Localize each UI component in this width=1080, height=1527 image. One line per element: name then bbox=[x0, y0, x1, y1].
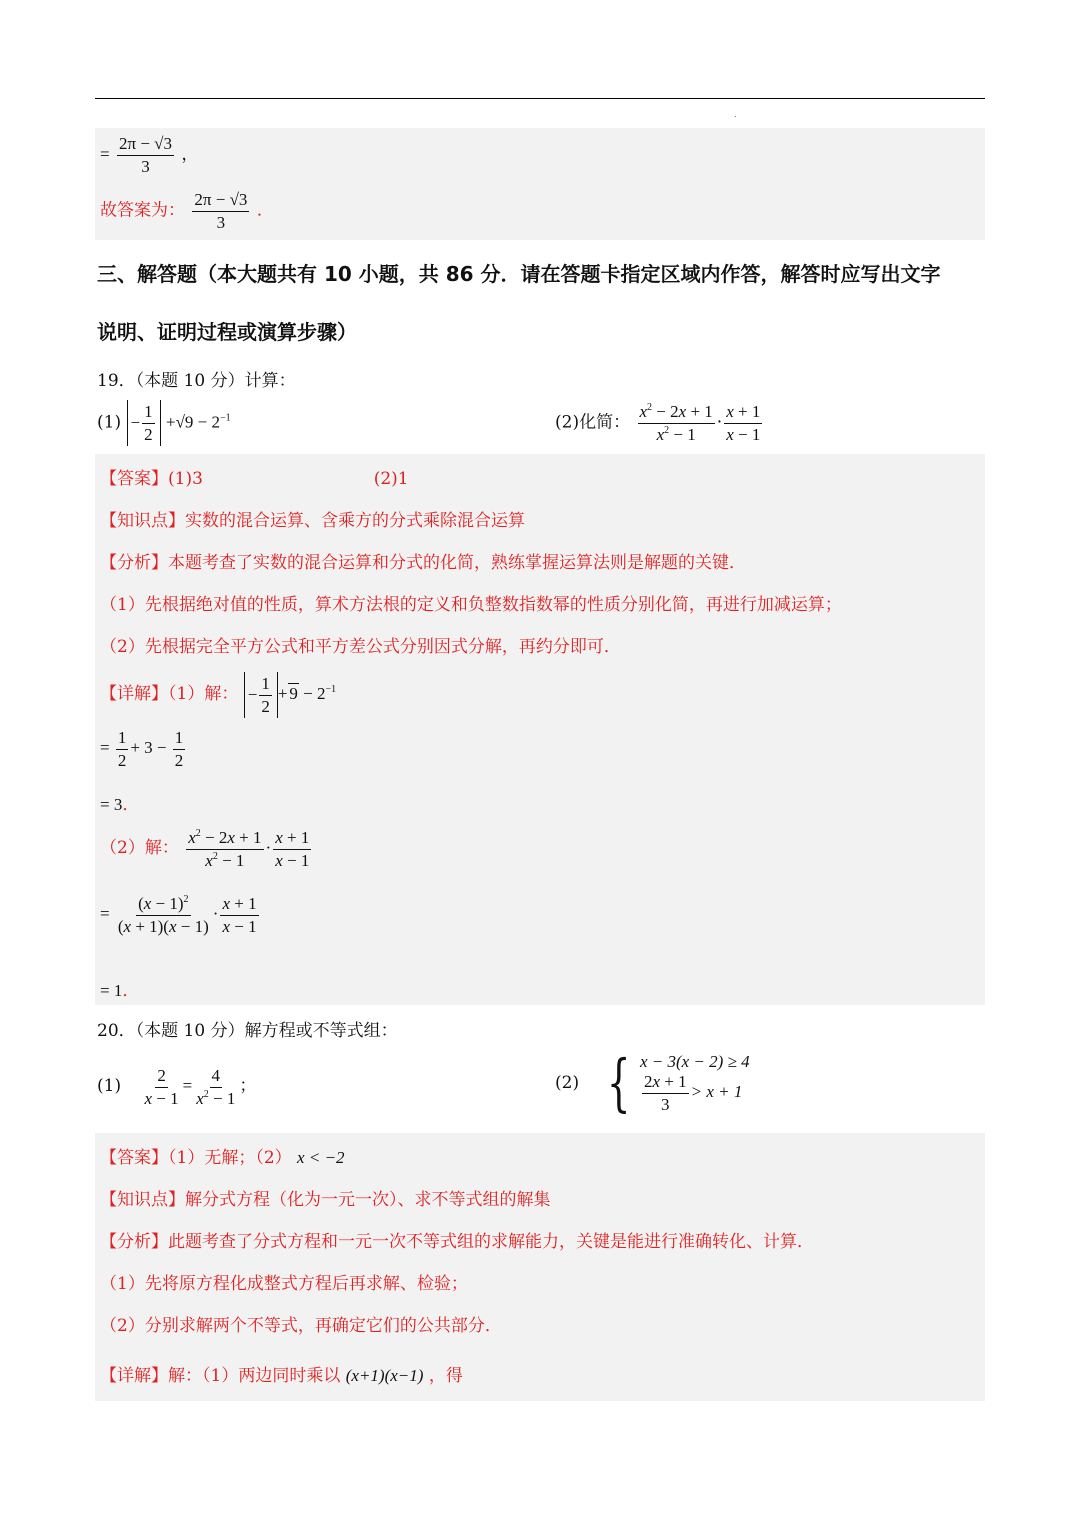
q19-step2: = 3． bbox=[100, 795, 140, 814]
part-label: (2) bbox=[555, 1073, 580, 1094]
answer-label: 故答案为： bbox=[100, 200, 185, 221]
q19-part1 bbox=[97, 400, 231, 446]
expression-tail: +√9 − 2 bbox=[166, 412, 221, 432]
header-rule bbox=[95, 98, 985, 99]
q19-part2: (2)化简： $\frac{x^2 - 2x + 1}{x^2 - 1}$ · $\frac{x + 1}{x - 1}$ bbox=[555, 402, 761, 444]
detail-tail: ，得 bbox=[428, 1366, 463, 1386]
q19-analysis-1: （1）先根据绝对值的性质，算术方法根的定义和负整数指数幂的性质分别化简，再进行加减运算； bbox=[100, 595, 842, 615]
equals-sign: = bbox=[100, 144, 110, 164]
inequality-2: $\frac{2x + 1}{3}$ > x + 1 bbox=[643, 1072, 743, 1114]
q20-detail bbox=[100, 1361, 463, 1386]
fraction-numerator: 2π − √3 bbox=[192, 190, 249, 212]
q20-part1: (1) $\frac{2}{x - 1}$ = $\frac{4}{x^2 - 1}$ ； bbox=[97, 1066, 257, 1108]
q20-analysis-2: （2）分别求解两个不等式，再确定它们的公共部分． bbox=[100, 1316, 502, 1336]
detail-label: 【详解】解：（1）两边同时乘以 bbox=[100, 1366, 341, 1386]
inequality-1: x − 3(x − 2) ≥ 4 bbox=[639, 1052, 750, 1071]
answer-math: x < −2 bbox=[297, 1148, 345, 1167]
punctuation: ； bbox=[239, 1075, 257, 1096]
q19-step3: = $\frac{(x - 1)^2}{(x + 1)(x - 1)}$ · $\frac{x + 1}{x - 1}$ bbox=[100, 894, 257, 936]
answer-text: 【答案】(1)3 bbox=[100, 469, 203, 489]
punctuation: ， bbox=[181, 144, 199, 165]
fraction: $\frac{x^2 - 2x + 1}{x^2 - 1}$ bbox=[639, 402, 713, 444]
q19-stem: 19．（本题 10 分）计算： bbox=[97, 371, 296, 391]
q20-part2: (2) { x − 3(x − 2) ≥ 4 $\frac{2x + 1}{3}$ > x + 1 bbox=[555, 1046, 750, 1119]
part-label: (2)化简： bbox=[555, 412, 631, 433]
q19-knowledge: 【知识点】实数的混合运算、含乘方的分式乘除混合运算 bbox=[100, 511, 525, 531]
fraction: $\frac{x + 1}{x - 1}$ bbox=[726, 402, 761, 444]
detail-label: （2）解： bbox=[100, 837, 179, 858]
q19-analysis: 【分析】本题考查了实数的混合运算和分式的化简，熟练掌握运算法则是解题的关键． bbox=[100, 553, 746, 573]
final-answer-line bbox=[100, 190, 274, 232]
q19-answer bbox=[100, 464, 409, 489]
absolute-value: − $\frac{1}{2}$ bbox=[127, 400, 161, 446]
punctuation: ． bbox=[256, 200, 274, 221]
section-title-line1: 三、解答题（本大题共有 10 小题，共 86 分．请在答题卡指定区域内作答，解答时应写出文字 bbox=[97, 262, 941, 286]
fraction bbox=[192, 190, 249, 232]
q20-analysis: 【分析】此题考查了分式方程和一元一次不等式组的求解能力，关键是能进行准确转化、计算． bbox=[100, 1232, 814, 1252]
answer-text: 【答案】（1）无解；（2） bbox=[100, 1148, 292, 1168]
q19-detail-2: （2）解： $\frac{x^2 - 2x + 1}{x^2 - 1}$ · $\frac{x + 1}{x - 1}$ bbox=[100, 828, 310, 870]
detail-math: (x+1)(x−1) bbox=[345, 1366, 424, 1385]
header-dot: . bbox=[734, 110, 737, 119]
answer-text-2: (2)1 bbox=[373, 469, 409, 489]
q19-step1: = $\frac{1}{2}$ + 3 − $\frac{1}{2}$ bbox=[100, 728, 184, 770]
part-label: (1) bbox=[97, 1075, 122, 1096]
q20-solution-box bbox=[95, 1133, 985, 1401]
q19-analysis-2: （2）先根据完全平方公式和平方差公式分别因式分解，再约分即可． bbox=[100, 637, 621, 657]
fraction bbox=[117, 134, 174, 176]
q19-step4: = 1． bbox=[100, 981, 140, 1000]
q20-knowledge: 【知识点】解分式方程（化为一元一次）、求不等式组的解集 bbox=[100, 1190, 551, 1210]
q20-analysis-1: （1）先将原方程化成整式方程后再求解、检验； bbox=[100, 1274, 468, 1294]
part-label: (1) bbox=[97, 412, 122, 433]
fraction-numerator: 2π − √3 bbox=[117, 134, 174, 156]
exponent: −1 bbox=[220, 412, 231, 424]
prev-answer-box bbox=[95, 128, 985, 240]
q19-solution-box bbox=[95, 454, 985, 1005]
fraction-denominator: 3 bbox=[141, 156, 150, 176]
detail-label: 【详解】（1）解： bbox=[100, 683, 239, 704]
q20-answer bbox=[100, 1143, 345, 1168]
prev-result-line bbox=[100, 134, 198, 176]
q20-stem: 20．（本题 10 分）解方程或不等式组： bbox=[97, 1021, 398, 1041]
section-title-line2: 说明、证明过程或演算步骤） bbox=[97, 320, 357, 344]
fraction-denominator: 3 bbox=[216, 212, 226, 232]
q19-detail-1: 【详解】（1）解： − $\frac{1}{2}$ + $9 - 2^{-1}$ bbox=[100, 672, 336, 718]
